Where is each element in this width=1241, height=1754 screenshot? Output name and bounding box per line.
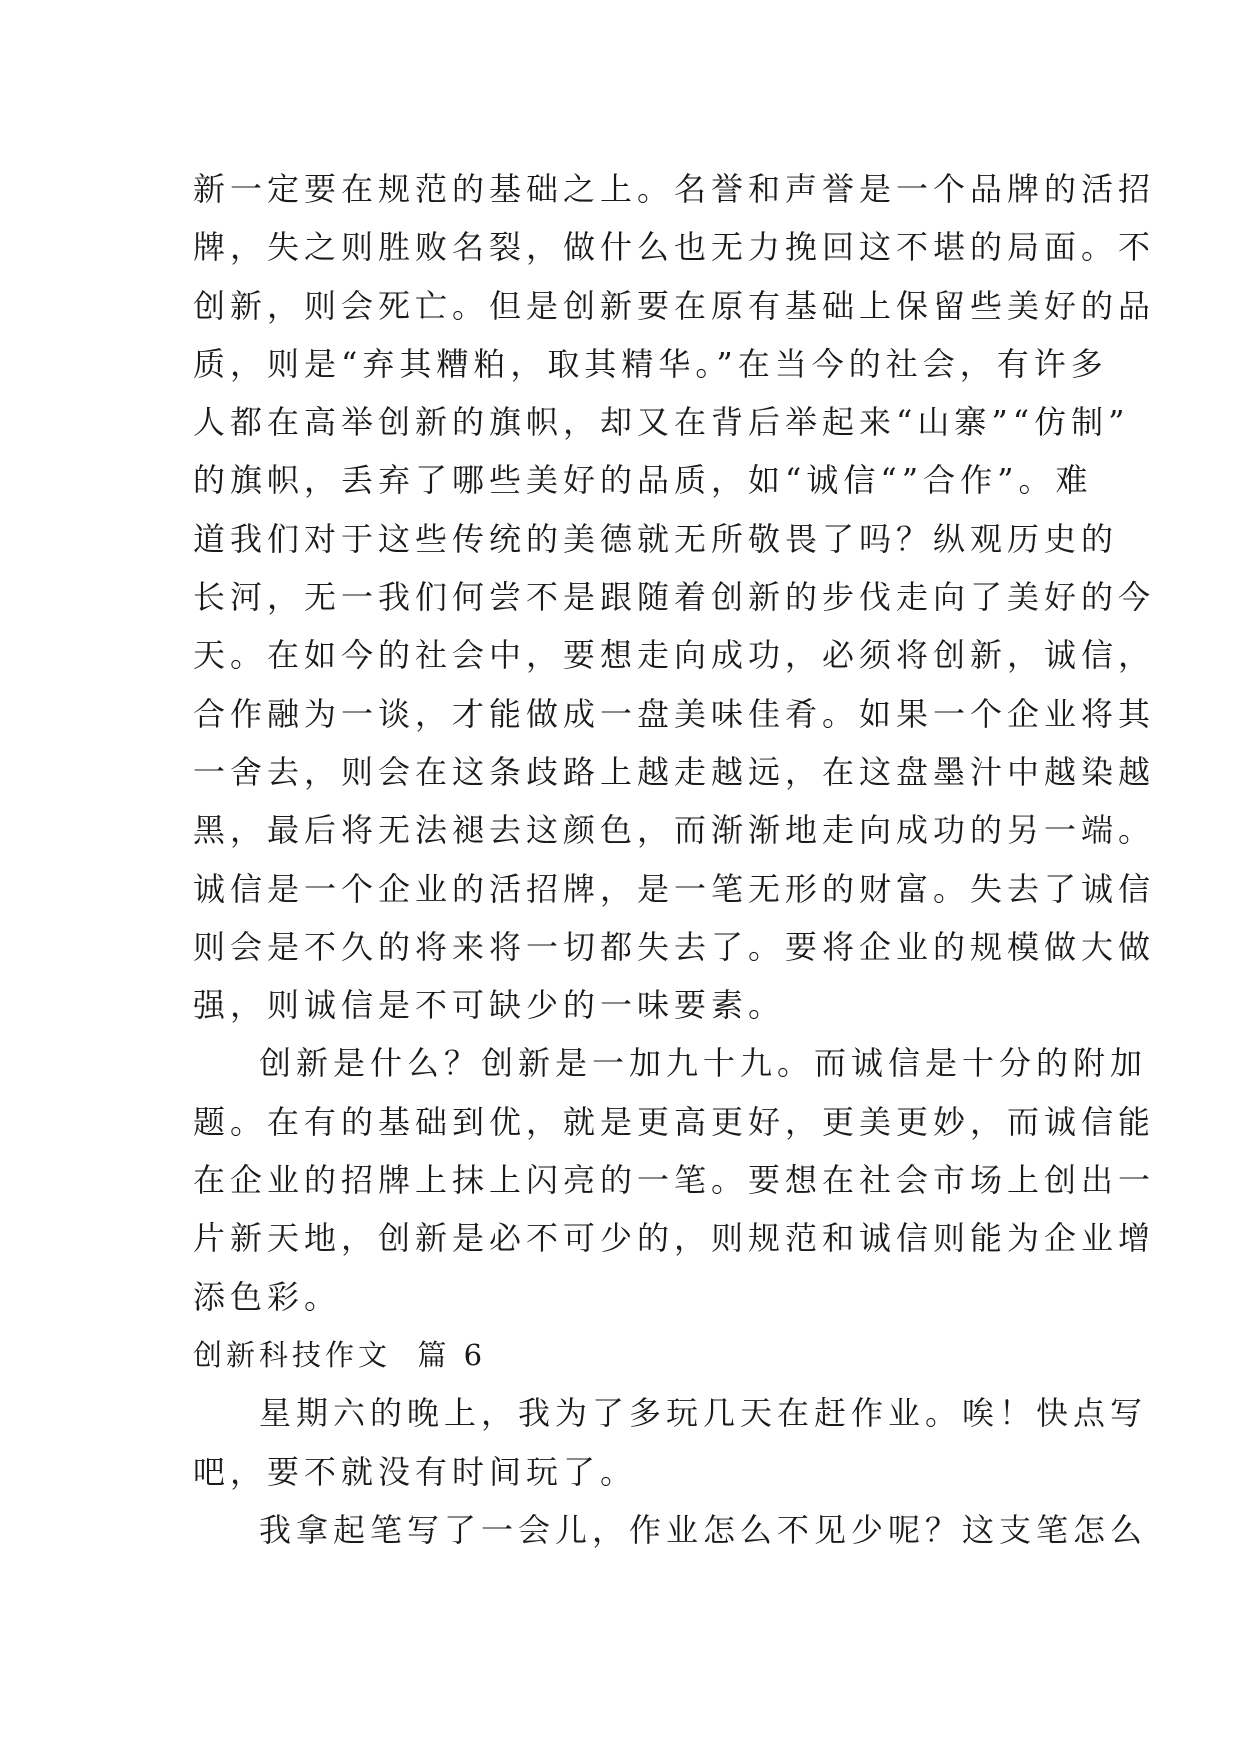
paragraph-line: 质，则是“弃其糟粕，取其精华。”在当今的社会，有许多 xyxy=(193,344,1108,383)
paragraph-line: 长河，无一我们何尝不是跟随着创新的步伐走向了美好的今 xyxy=(193,578,1156,617)
paragraph-line: 创新，则会死亡。但是创新要在原有基础上保留些美好的品 xyxy=(193,286,1156,325)
paragraph-line: 黑，最后将无法褪去这颜色，而渐渐地走向成功的另一端。 xyxy=(193,811,1156,850)
document-body xyxy=(193,160,1156,1559)
section-heading: 创新科技作文 篇 6 xyxy=(193,1337,487,1372)
paragraph-line: 人都在高举创新的旗帜，却又在背后举起来“山寨”“仿制” xyxy=(193,403,1130,442)
paragraph-line: 一舍去，则会在这条歧路上越走越远，在这盘墨汁中越染越 xyxy=(193,752,1156,791)
paragraph-line: 则会是不久的将来将一切都失去了。要将企业的规模做大做 xyxy=(193,927,1156,966)
paragraph-line: 天。在如今的社会中，要想走向成功，必须将创新，诚信， xyxy=(193,636,1156,675)
paragraph-line: 的旗帜，丢弃了哪些美好的品质，如“诚信“”合作”。难 xyxy=(193,461,1093,500)
paragraph-line: 强，则诚信是不可缺少的一味要素。 xyxy=(193,986,786,1025)
paragraph-line: 诚信是一个企业的活招牌，是一笔无形的财富。失去了诚信 xyxy=(193,869,1156,908)
paragraph-line: 吧，要不就没有时间玩了。 xyxy=(193,1452,638,1491)
paragraph-line: 新一定要在规范的基础之上。名誉和声誉是一个品牌的活招 xyxy=(193,170,1156,208)
paragraph-line: 片新天地，创新是必不可少的，则规范和诚信则能为企业增 xyxy=(193,1219,1156,1258)
paragraph-line: 题。在有的基础到优，就是更高更好，更美更妙，而诚信能 xyxy=(193,1102,1156,1141)
paragraph-line: 星期六的晚上，我为了多玩几天在赶作业。唉！快点写 xyxy=(259,1394,1148,1433)
paragraph-line: 牌，失之则胜败名裂，做什么也无力挽回这不堪的局面。不 xyxy=(193,228,1156,267)
paragraph-line: 创新是什么？创新是一加九十九。而诚信是十分的附加 xyxy=(259,1044,1148,1083)
paragraph-line: 我拿起笔写了一会儿，作业怎么不见少呢？这支笔怎么 xyxy=(259,1510,1148,1549)
paragraph-line: 添色彩。 xyxy=(193,1277,342,1316)
paragraph-line: 道我们对于这些传统的美德就无所敬畏了吗？纵观历史的 xyxy=(193,519,1119,558)
paragraph-line: 合作融为一谈，才能做成一盘美味佳肴。如果一个企业将其 xyxy=(193,694,1156,733)
paragraph-line: 在企业的招牌上抹上闪亮的一笔。要想在社会市场上创出一 xyxy=(193,1161,1156,1200)
